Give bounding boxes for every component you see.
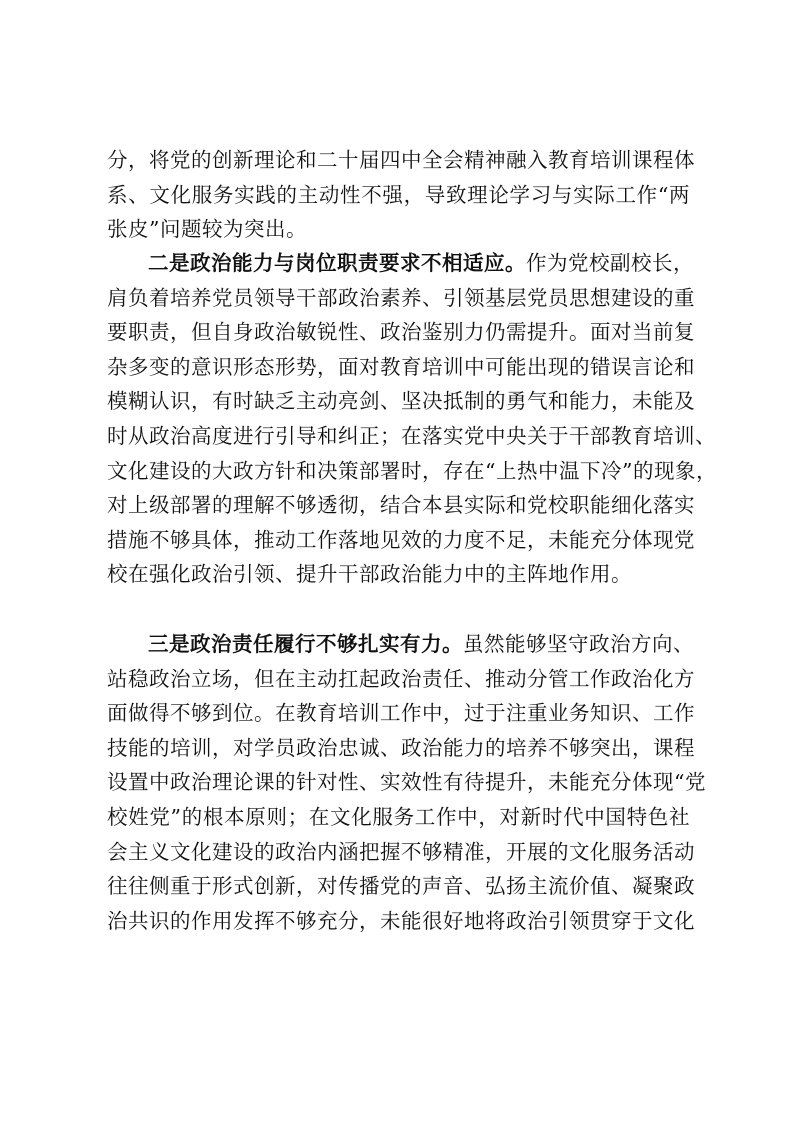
paragraph-heading: 三是政治责任履行不够扎实有力。: [148, 632, 463, 656]
paragraph-first-line-text: 虽然能够坚守政治方向、: [463, 632, 694, 656]
paragraph-line: 校在强化政治引领、提升干部政治能力中的主阵地作用。: [107, 562, 632, 587]
paragraph-first-line-text: 作为党校副校长，: [526, 251, 694, 275]
paragraph-line: 系、文化服务实践的主动性不强，导致理论学习与实际工作“两: [107, 182, 690, 207]
paragraph-line: 设置中政治理论课的针对性、实效性有待提升，未能充分体现“党: [107, 770, 706, 795]
paragraph-line: 张皮”问题较为突出。: [107, 217, 307, 242]
paragraph-first-line: [107, 246, 694, 281]
paragraph-line: 措施不够具体，推动工作落地见效的力度不足，未能充分体现党: [107, 527, 695, 552]
paragraph-line: 治共识的作用发挥不够充分，未能很好地将政治引领贯穿于文化: [107, 908, 695, 933]
paragraph-line: 分，将党的创新理论和二十届四中全会精神融入教育培训课程体: [107, 148, 695, 172]
paragraph-line: 文化建设的大政方针和决策部署时，存在“上热中温下冷”的现象，: [107, 458, 717, 483]
paragraph-line: 往往侧重于形式创新，对传播党的声音、弘扬主流价值、凝聚政: [107, 874, 695, 899]
paragraph-3: [107, 627, 706, 938]
paragraph-line: 会主义文化建设的政治内涵把握不够精准，开展的文化服务活动: [107, 839, 695, 864]
paragraph-line: 杂多变的意识形态形势，面对教育培训中可能出现的错误言论和: [107, 354, 695, 379]
paragraph-line: 肩负着培养党员领导干部政治素养、引领基层党员思想建设的重: [107, 285, 695, 310]
paragraph-first-line: [107, 627, 694, 662]
paragraph-line: 面做得不够到位。在教育培训工作中，过于注重业务知识、工作: [107, 701, 695, 726]
paragraph-2: [107, 246, 717, 592]
paragraph-1: [107, 143, 695, 247]
paragraph-line: 时从政治高度进行引导和纠正；在落实党中央关于干部教育培训、: [107, 423, 716, 448]
paragraph-heading: 二是政治能力与岗位职责要求不相适应。: [148, 251, 526, 275]
paragraph-line: 要职责，但自身政治敏锐性、政治鉴别力仍需提升。面对当前复: [107, 320, 695, 345]
paragraph-line: 模糊认识，有时缺乏主动亮剑、坚决抵制的勇气和能力，未能及: [107, 389, 695, 414]
paragraph-line: 站稳政治立场，但在主动扛起政治责任、推动分管工作政治化方: [107, 666, 695, 691]
paragraph-line: 校姓党”的根本原则；在文化服务工作中，对新时代中国特色社: [107, 804, 690, 829]
paragraph-line: 对上级部署的理解不够透彻，结合本县实际和党校职能细化落实: [107, 493, 695, 518]
paragraph-line: 技能的培训，对学员政治忠诚、政治能力的培养不够突出，课程: [107, 735, 695, 760]
